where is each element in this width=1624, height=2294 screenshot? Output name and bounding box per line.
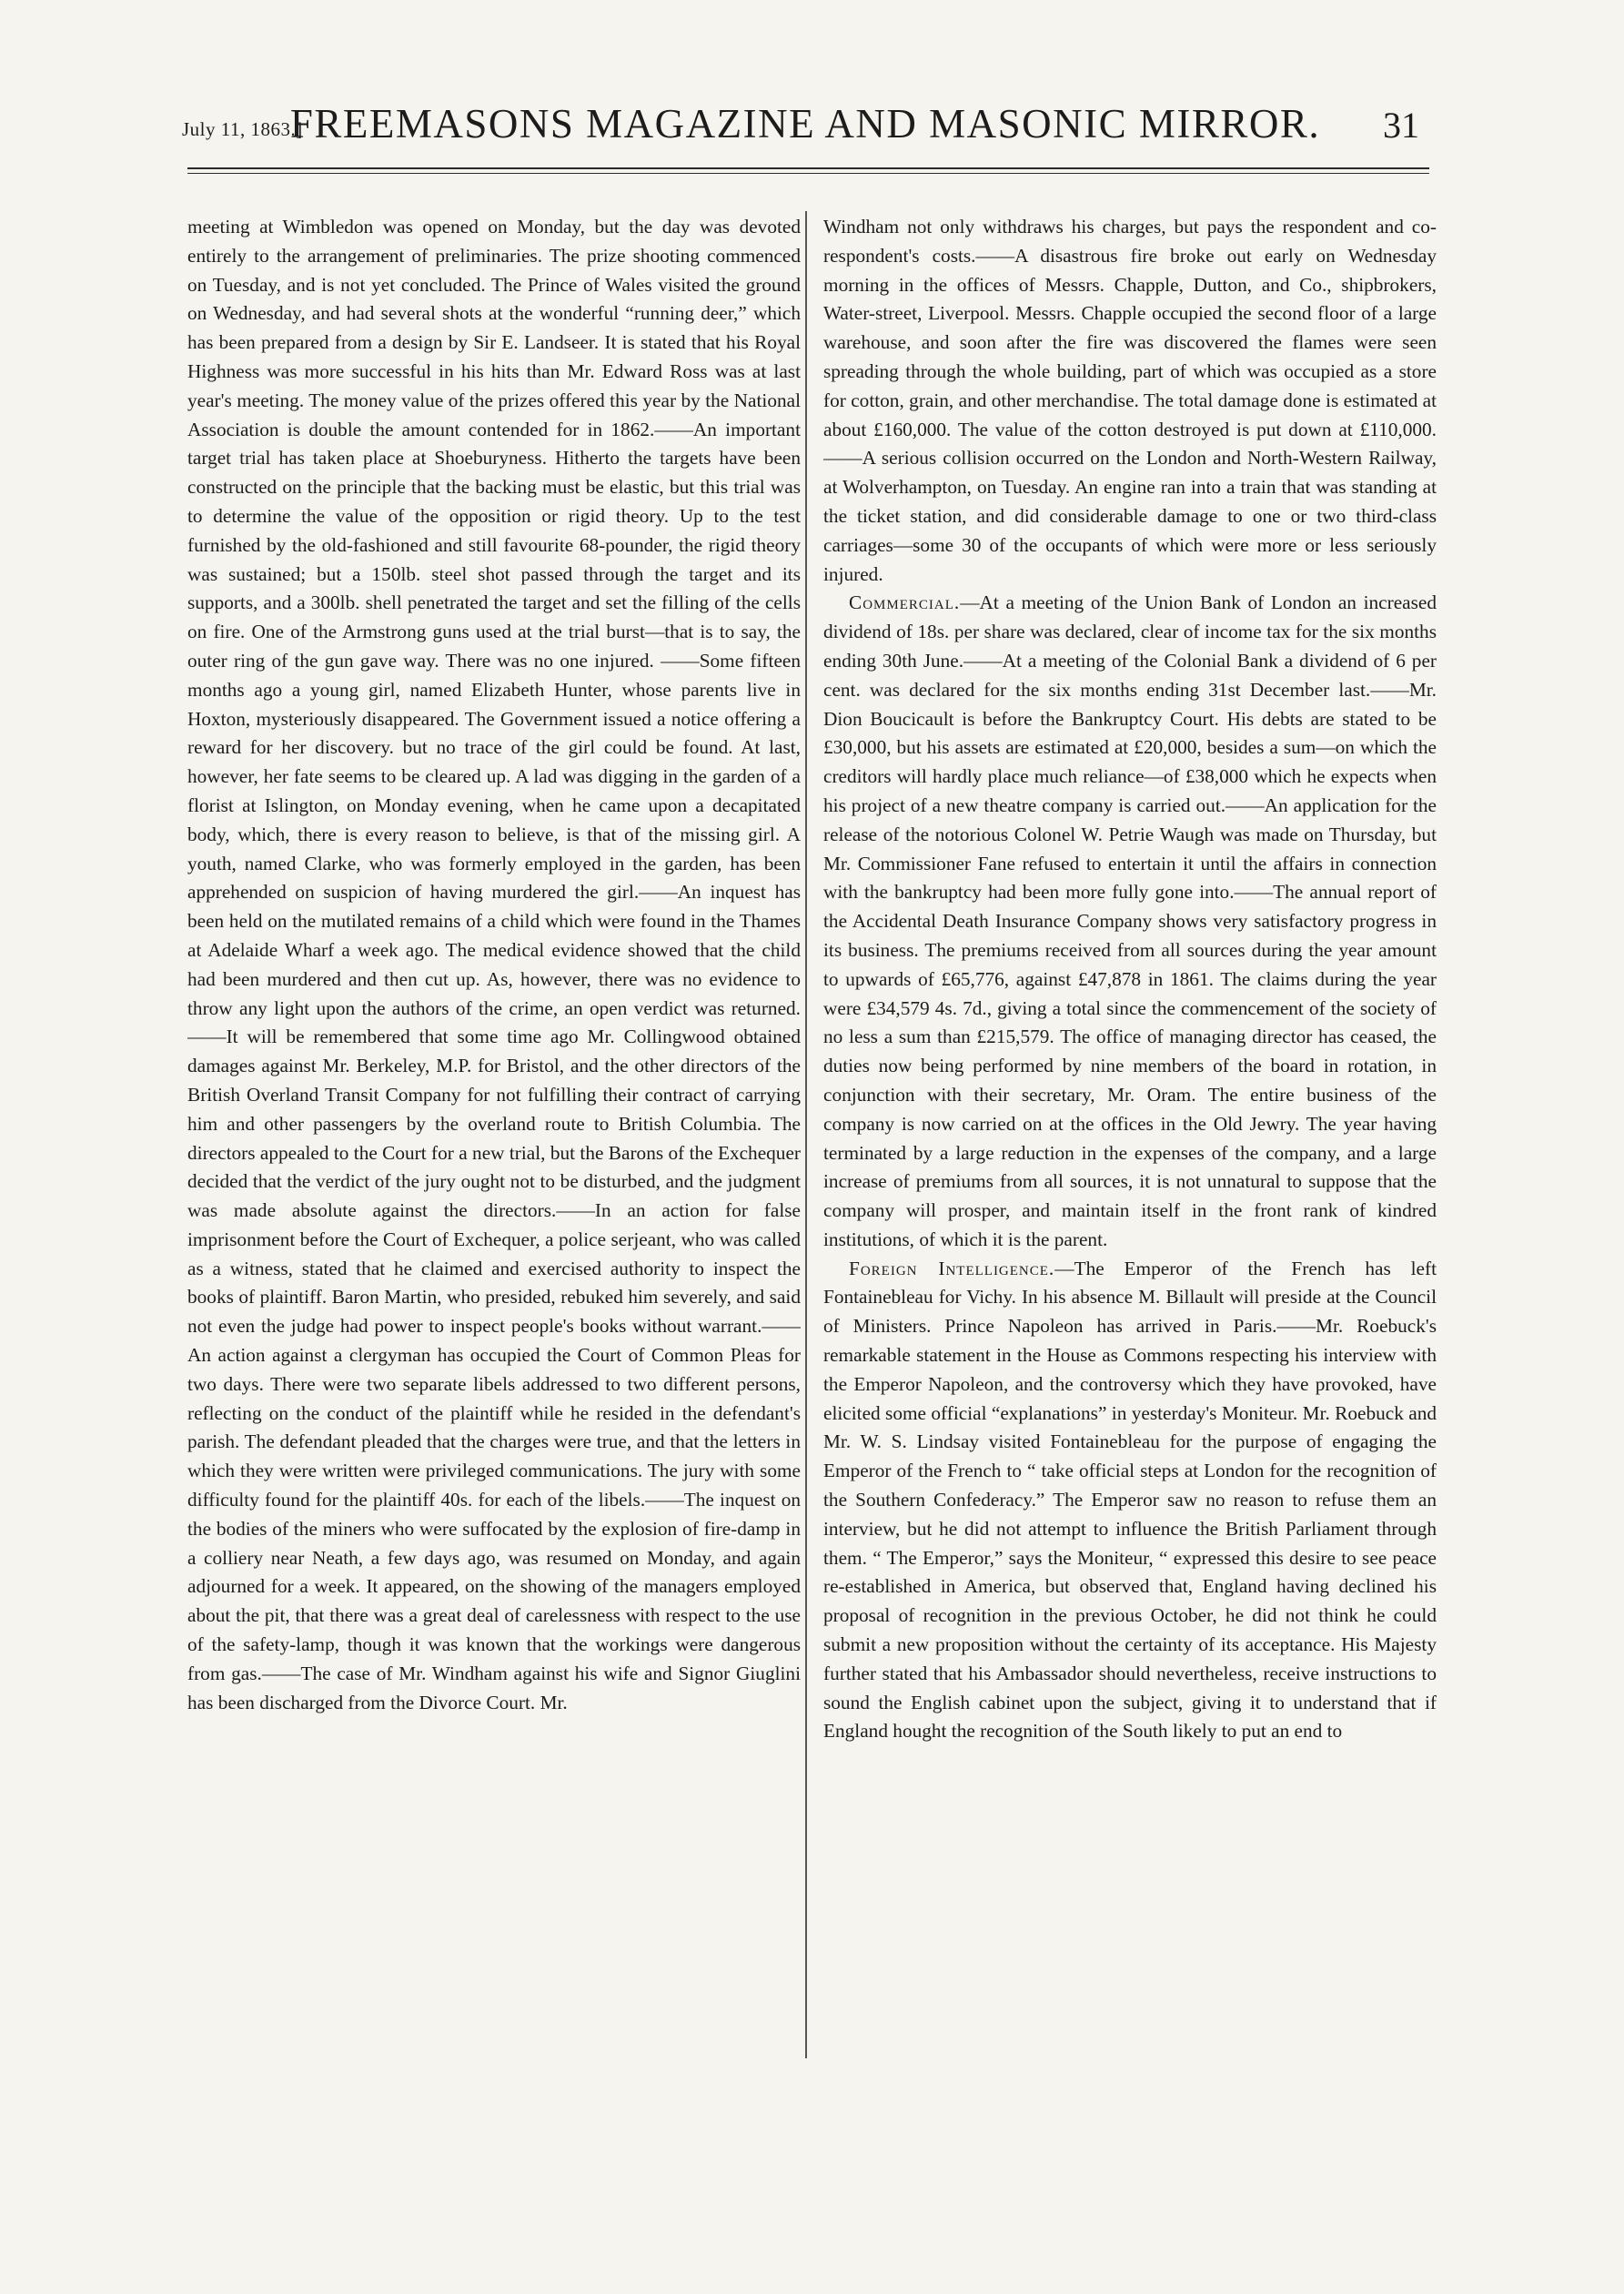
header-rule-bottom: [187, 173, 1429, 174]
foreign-intelligence-heading: Foreign Intelligence.: [849, 1257, 1055, 1279]
commercial-heading: Commercial.: [849, 591, 961, 614]
commercial-paragraph: [823, 589, 1437, 1254]
column-divider: [805, 211, 807, 2058]
right-column-paragraph-1: Windham not only withdraws his charges, but pays the respondent and co-respondent's costs.——A disastrous fire broke out early on Wednesday morning in the offices of Messrs. Chapple, Dutton, and Co., shipbrokers, Water-street, Liverpool. Messrs. Chapple occupied the second floor of a large warehouse, and soon after the fire was discovered the flames were seen spreading through the whole building, part of which was occupied as a store for cotton, grain, and other merchandise. The total damage done is estimated at about £160,000. The value of the cotton destroyed is put down at £110,000.——A serious collision occurred on the London and North-Western Railway, at Wolverhampton, on Tuesday. An engine ran into a train that was standing at the ticket station, and did considerable damage to one or two third-class carriages—some 30 of the occupants of which were more or less seriously injured.: [823, 216, 1437, 585]
left-column-paragraph: meeting at Wimbledon was opened on Monday, but the day was devoted entirely to the arrangement of preliminaries. The prize shooting commenced on Tuesday, and is not yet concluded. The Prince of Wales visited the ground on Wednesday, and had several shots at the wonderful “running deer,” which has been prepared from a design by Sir E. Landseer. It is stated that his Royal Highness was more successful in his hits than Mr. Edward Ross was at last year's meeting. The money value of the prizes offered this year by the National Association is double the amount contended for in 1862.——An important target trial has taken place at Shoeburyness. Hitherto the targets have been constructed on the principle that the backing must be elastic, but this trial was to determine the value of the opposition or rigid theory. Up to the test furnished by the old-fashioned and still favourite 68-pounder, the rigid theory was sustained; but a 150lb. steel shot passed through the target and its supports, and a 300lb. shell penetrated the target and set the filling of the cells on fire. One of the Armstrong guns used at the trial burst—that is to say, the outer ring of the gun gave way. There was no one injured. ——Some fifteen months ago a young girl, named Elizabeth Hunter, whose parents live in Hoxton, mysteriously disappeared. The Government issued a notice offering a reward for her discovery. but no trace of the girl could be found. At last, however, her fate seems to be cleared up. A lad was digging in the garden of a florist at Islington, on Monday evening, when he came upon a decapitated body, which, there is every reason to believe, is that of the missing girl. A youth, named Clarke, who was formerly employed in the garden, has been apprehended on suspicion of having murdered the girl.——An inquest has been held on the mutilated remains of a child which were found in the Thames at Adelaide Wharf a week ago. The medical evidence showed that the child had been murdered and then cut up. As, however, there was no evidence to throw any light upon the authors of the crime, an open verdict was returned.——It will be remembered that some time ago Mr. Collingwood obtained damages against Mr. Berkeley, M.P. for Bristol, and the other directors of the British Overland Transit Company for not fulfilling their contract of carrying him and other passengers by the overland route to British Columbia. The directors appealed to the Court for a new trial, but the Barons of the Exchequer decided that the verdict of the jury ought not to be disturbed, and the judgment was made absolute against the directors.——In an action for false imprisonment before the Court of Exchequer, a police serjeant, who was called as a witness, stated that he claimed and exercised authority to inspect the books of plaintiff. Baron Martin, who presided, rebuked him severely, and said not even the judge had power to inspect people's books without warrant.——An action against a clergyman has occupied the Court of Common Pleas for two days. There were two separate libels addressed to two different persons, reflecting on the conduct of the plaintiff while he resided in the defendant's parish. The defendant pleaded that the charges were true, and that the letters in which they were written were privileged communications. The jury with some difficulty found for the plaintiff 40s. for each of the libels.——The inquest on the bodies of the miners who were suffocated by the explosion of fire-damp in a colliery near Neath, a few days ago, was resumed on Monday, and again adjourned for a week. It appeared, on the showing of the managers employed about the pit, that there was a great deal of carelessness with respect to the use of the safety-lamp, though it was known that the workings were dangerous from gas.——The case of Mr. Windham against his wife and Signor Giuglini has been discharged from the Divorce Court. Mr.: [187, 216, 801, 1713]
page-number: 31: [1383, 105, 1419, 146]
issue-date: July 11, 1863.]: [182, 118, 303, 140]
masthead: [182, 95, 1428, 149]
foreign-intelligence-paragraph: [823, 1255, 1437, 1747]
publication-title: FREEMASONS MAGAZINE AND MASONIC MIRROR.: [289, 101, 1321, 147]
foreign-intelligence-text: —The Emperor of the French has left Fontainebleau for Vichy. In his absence M. Billault will preside at the Council of Ministers. Prince Napoleon has arrived in Paris.——Mr. Roebuck's remarkable statement in the House as Commons respecting his interview with the Emperor Napoleon, and the controversy which they have provoked, have elicited some official “explanations” in yesterday's Moniteur. Mr. Roebuck and Mr. W. S. Lindsay visited Fontainebleau for the purpose of engaging the Emperor of the French to “ take official steps at London for the recognition of the Southern Confederacy.” The Emperor saw no reason to refuse them an interview, but he did not attempt to influence the British Parliament through them. “ The Emperor,” says the Moniteur, “ expressed this desire to see peace re-established in America, but observed that, England having declined his proposal of recognition in the previous October, he did not think he could submit a new proposition without the certainty of its acceptance. His Majesty further stated that his Ambassador should nevertheless, receive instructions to sound the English cabinet upon the subject, giving it to understand that if England hought the recognition of the South likely to put an end to: [823, 1257, 1437, 1743]
right-column: [823, 213, 1437, 2069]
left-column: [187, 213, 801, 2069]
commercial-text: —At a meeting of the Union Bank of London an increased dividend of 18s. per share was declared, clear of income tax for the six months ending 30th June.——At a meeting of the Colonial Bank a dividend of 6 per cent. was declared for the six months ending 31st December last.——Mr. Dion Boucicault is before the Bankruptcy Court. His debts are stated to be £30,000, but his assets are estimated at £20,000, besides a sum—on which the creditors will hardly place much reliance—of £38,000 which he expects when his project of a new theatre company is carried out.——An application for the release of the notorious Colonel W. Petrie Waugh was made on Thursday, but Mr. Commissioner Fane refused to entertain it until the affairs in connection with the bankruptcy had been more fully gone into.——The annual report of the Accidental Death Insurance Company shows very satisfactory progress in its business. The premiums received from all sources during the year amount to upwards of £65,776, against £47,878 in 1861. The claims during the year were £34,579 4s. 7d., giving a total since the commencement of the society of no less a sum than £215,579. The office of managing director has ceased, the duties now being performed by nine members of the board in rotation, in conjunction with their secretary, Mr. Oram. The entire business of the company is now carried on at the offices in the Old Jewry. The year having terminated by a large reduction in the expenses of the company, and a large increase of premiums from all sources, it is not unnatural to suppose that the company will prosper, and maintain itself in the front rank of kindred institutions, of which it is the parent.: [823, 591, 1437, 1250]
header-rule-top: [187, 167, 1429, 169]
